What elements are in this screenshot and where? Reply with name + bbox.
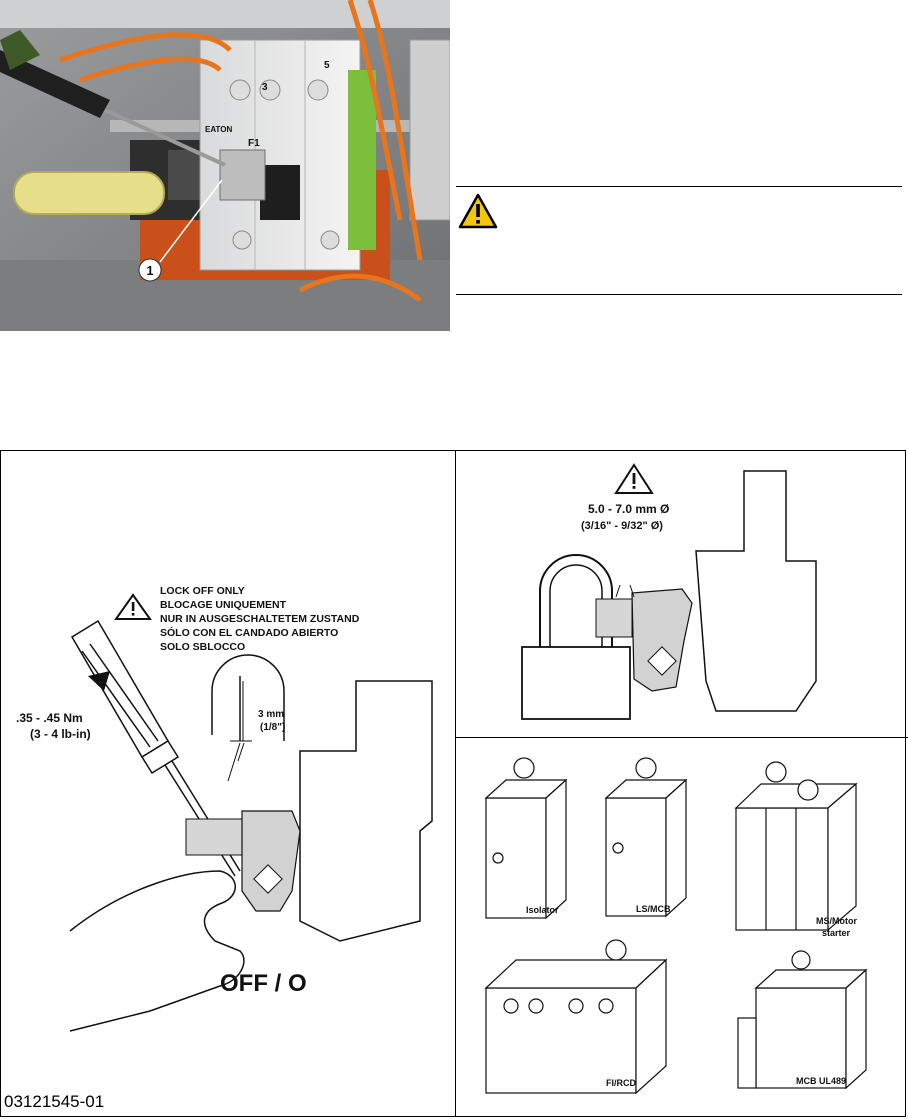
breaker-outline	[300, 681, 432, 941]
breaker-label: 5	[324, 60, 330, 71]
device-label: LS/MCB	[636, 904, 671, 914]
warning-line: NUR IN AUSGESCHALTETEM ZUSTAND	[160, 613, 360, 625]
device-label: starter	[822, 928, 851, 938]
ls-mcb-device	[606, 758, 686, 916]
gap-value-imperial: (1/8")	[260, 722, 286, 733]
lockoff-drawing	[0, 451, 454, 1116]
motor-starter-device	[736, 762, 856, 930]
device-label: MCB UL489	[796, 1076, 847, 1086]
breaker-outline	[696, 471, 816, 711]
warning-line: LOCK OFF ONLY	[160, 585, 245, 597]
gap-value: 3 mm	[258, 709, 285, 720]
callout-number: 1	[146, 263, 154, 278]
warning-line: BLOCAGE UNIQUEMENT	[160, 599, 286, 611]
breaker-label: F1	[248, 138, 260, 149]
rcd-device	[486, 940, 666, 1093]
hand-drawing	[70, 871, 244, 1031]
warning-rule-bottom	[456, 294, 902, 295]
padlock-drawing	[456, 451, 907, 737]
warning-line: SOLO SBLOCCO	[160, 641, 246, 653]
off-state-label: OFF / O	[220, 970, 307, 997]
mcb-ul489-device	[738, 951, 866, 1088]
torque-value: .35 - .45 Nm	[16, 711, 83, 725]
warning-icon	[616, 465, 652, 493]
shackle-diameter: 5.0 - 7.0 mm Ø	[588, 502, 670, 516]
shackle-diameter-imperial: (3/16" - 9/32" Ø)	[581, 520, 663, 532]
warning-rule-top	[456, 186, 902, 187]
isolator-device	[486, 758, 566, 918]
device-label: FI/RCD	[606, 1078, 636, 1088]
brand-label: EATON	[205, 125, 233, 134]
breaker-lockoff-photo	[0, 0, 450, 331]
device-label: Isolator	[526, 905, 559, 915]
devices-drawing	[456, 738, 907, 1116]
warning-icon	[458, 193, 498, 229]
device-label: MS/Motor	[816, 916, 857, 926]
figure-code: 03121545-01	[4, 1092, 105, 1111]
warning-line: SÓLO CON EL CANDADO ABIERTO	[160, 627, 339, 639]
torque-value-imperial: (3 - 4 lb-in)	[30, 727, 91, 741]
breaker-label: 3	[262, 82, 268, 93]
warning-icon	[116, 595, 150, 619]
breaker-body	[200, 40, 360, 270]
